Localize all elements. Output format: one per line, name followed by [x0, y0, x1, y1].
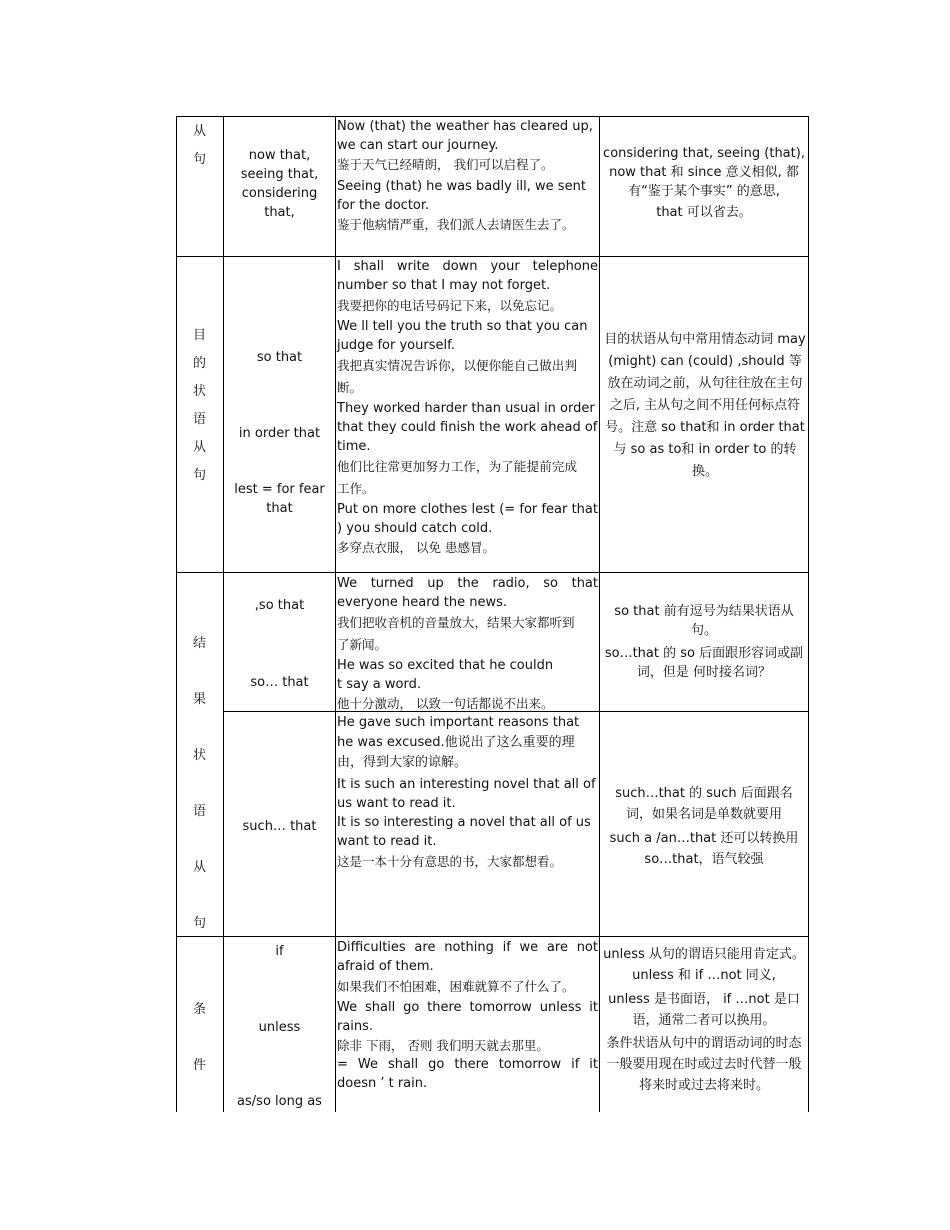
conjunction-cell: [224, 817, 335, 836]
note-text: such a /an…that 还可以转换用 so…that，语气较强: [609, 831, 799, 867]
conjunction-text: seeing that,: [240, 167, 319, 182]
category-char: 条: [192, 1002, 206, 1017]
category-char: 句: [192, 916, 206, 931]
example-zh: 他十分激动， 以致一句话都说不出来。: [337, 696, 554, 711]
conjunction-text: lest = for fear that: [234, 482, 325, 516]
example-en: We turned up the radio, so that everyone heard the news.: [337, 576, 598, 610]
example-en: It is such an interesting novel that all of us want to read it.: [337, 777, 596, 811]
example-zh: 除非 下雨， 否则 我们明天就去那里。: [337, 1038, 549, 1053]
note-text: unless 从句的谓语只能用肯定式。 unless 和 if …not 同义,: [603, 947, 805, 983]
example-cell: [337, 257, 598, 557]
category-char: 句: [192, 152, 206, 167]
conjunction-cell: [224, 348, 335, 367]
table-divider-3: [599, 116, 600, 1112]
category-char: 目: [192, 328, 206, 343]
conjunction-cell: [224, 942, 335, 961]
example-zh: 鉴于他病情严重，我们派人去请医生去了。: [337, 217, 575, 232]
note-cell: [601, 944, 807, 1096]
conjunction-text: ,so that: [254, 598, 305, 613]
example-en: Put on more clothes lest (= for fear that ) you should catch cold.: [337, 502, 598, 536]
note-text: considering that, seeing (that), now that 和 since 意义相似, 都有“鉴于某个事实” 的意思,: [603, 146, 805, 199]
example-en: Seeing (that) he was badly ill, we sent for the doctor.: [337, 179, 586, 213]
category-char: 从: [192, 440, 206, 455]
conjunction-cell: [224, 596, 335, 615]
conjunction-text: so that: [256, 350, 303, 365]
category-cell: [176, 572, 223, 936]
conjunction-text: in order that: [238, 426, 321, 441]
category-cell: [176, 256, 223, 572]
category-char: 语: [192, 804, 206, 819]
conjunction-text: as/so long as: [237, 1094, 322, 1109]
note-cell: [601, 602, 807, 682]
category-char: 从: [192, 124, 206, 139]
category-char: 状: [192, 748, 206, 763]
example-cell: [337, 713, 598, 873]
example-en: I shall write down your telephone number so that I may not forget.: [337, 259, 598, 293]
conjunction-text: unless: [258, 1020, 301, 1035]
category-char: 件: [192, 1058, 206, 1073]
category-char: 句: [192, 468, 206, 483]
note-text: 目的状语从句中常用情态动词 may (might) can (could) ,should 等放在动词之前，从句往往放在主句之后, 主从句之间不用任何标点符号。注意 so that和 in order that与 so as to和 in order to 的转换。: [604, 332, 806, 479]
conjunction-cell: [224, 146, 335, 222]
example-zh: 我们把收音机的音量放大，结果大家都听到了新闻。: [337, 615, 575, 652]
row-divider-2: [176, 572, 809, 573]
conjunction-text: considering: [241, 186, 318, 201]
category-cell: [176, 936, 223, 1112]
conjunction-cell: [224, 1018, 335, 1037]
example-en: = We shall go there tomorrow if it doesn ’ t rain.: [337, 1057, 598, 1091]
example-en: They worked harder than usual in order that they could finish the work ahead of time.: [337, 401, 598, 454]
note-text: so that 前有逗号为结果状语从句。: [614, 604, 794, 638]
conjunction-cell: [228, 480, 331, 518]
category-cell: [176, 116, 223, 256]
example-zh: 鉴于天气已经晴朗， 我们可以启程了。: [337, 157, 554, 172]
example-en: Now (that) the weather has cleared up, we can start our journey.: [337, 119, 593, 153]
conjunction-text: now that,: [248, 148, 311, 163]
grammar-table: [176, 116, 809, 1112]
table-border-right: [808, 116, 809, 1112]
example-zh: 我把真实情况告诉你，以便你能自己做出判断。: [337, 358, 577, 395]
conjunction-text: that,: [264, 205, 295, 220]
note-cell: [602, 329, 808, 483]
note-text: 条件状语从句中的谓语动词的时态一般要用现在时或过去时代替一般将来时或过去将来时。: [606, 1036, 802, 1093]
example-en: Difficulties are nothing if we are not afraid of them.: [337, 940, 598, 974]
note-text: that 可以省去。: [656, 205, 752, 220]
table-divider-2: [335, 116, 336, 1112]
example-en: It is so interesting a novel that all of us want to read it.: [337, 815, 591, 849]
category-char: 结: [192, 636, 206, 651]
example-cell: [337, 574, 598, 713]
example-zh: 多穿点衣服， 以免 患感冒。: [337, 540, 495, 555]
example-cell: [337, 938, 598, 1093]
category-char: 从: [192, 860, 206, 875]
example-zh: 这是一本十分有意思的书，大家都想看。: [337, 854, 563, 869]
example-en: He gave such important reasons that he was excused.他说出了这么重要的理由，得到大家的谅解。: [337, 715, 580, 770]
category-char: 状: [192, 384, 206, 399]
example-zh: 我要把你的电话号码记下来，以免忘记。: [337, 298, 563, 313]
example-zh: 他们比往常更加努力工作，为了能提前完成工作。: [337, 459, 577, 496]
conjunction-text: such… that: [242, 819, 317, 834]
row-divider-4: [176, 936, 809, 937]
note-cell: [601, 144, 807, 222]
example-en: We ll tell you the truth so that you can judge for yourself.: [337, 319, 588, 353]
category-char: 的: [192, 356, 206, 371]
note-text: such…that 的 such 后面跟名词，如果名词是单数就要用: [615, 786, 793, 822]
conjunction-text: if: [275, 944, 284, 959]
category-char: 果: [192, 692, 206, 707]
conjunction-cell: [224, 424, 335, 443]
example-en: He was so excited that he couldn t say a word.: [337, 658, 554, 692]
conjunction-cell: [224, 1092, 335, 1111]
note-text: unless 是书面语， if …not 是口语，通常二者可以换用。: [608, 992, 800, 1028]
example-en: We shall go there tomorrow unless it rains.: [337, 1000, 598, 1034]
note-cell: [604, 783, 804, 870]
conjunction-text: so… that: [250, 675, 309, 690]
example-zh: 如果我们不怕困难，困难就算不了什么了。: [337, 979, 575, 994]
example-cell: [337, 117, 597, 234]
note-text: so…that 的 so 后面跟形容词或副词，但是 何时接名词？: [604, 646, 804, 680]
category-char: 语: [192, 412, 206, 427]
conjunction-cell: [224, 673, 335, 692]
